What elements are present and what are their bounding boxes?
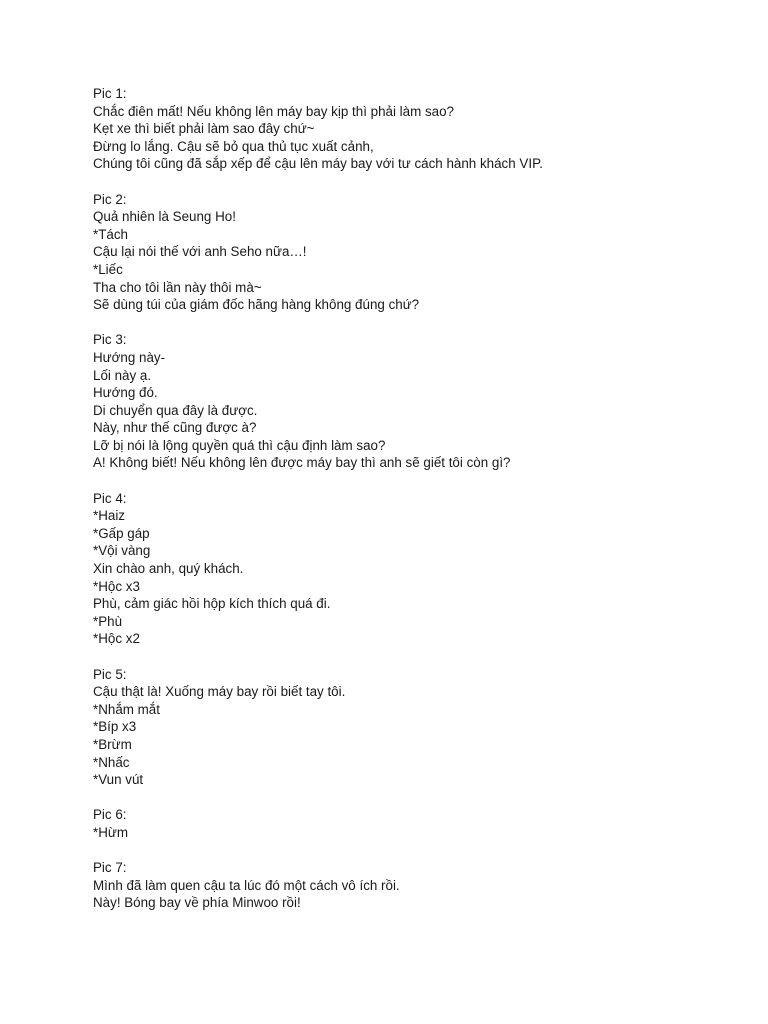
section-pic-5 <box>93 666 733 789</box>
text-line: Mình đã làm quen cậu ta lúc đó một cách vô ích rồi. <box>93 877 400 893</box>
text-line: *Brừm <box>93 736 132 752</box>
section-heading: Pic 4: <box>93 490 127 506</box>
text-line: Chúng tôi cũng đã sắp xếp để cậu lên máy bay với tư cách hành khách VIP. <box>93 156 543 172</box>
text-line: Lỡ bị nói là lộng quyền quá thì cậu định làm sao? <box>93 437 386 453</box>
text-line: *Gấp gáp <box>93 525 150 541</box>
section-pic-1 <box>93 85 733 173</box>
text-line: *Hộc x3 <box>93 578 140 594</box>
text-line: Xin chào anh, quý khách. <box>93 561 244 577</box>
text-line: Hướng này- <box>93 349 166 365</box>
text-line: *Vội vàng <box>93 543 151 559</box>
section-heading: Pic 3: <box>93 332 127 348</box>
text-line: Sẽ dùng túi của giám đốc hãng hàng không đúng chứ? <box>93 297 420 313</box>
text-line: *Phù <box>93 613 123 629</box>
text-line: Kẹt xe thì biết phải làm sao đây chứ~ <box>93 121 315 137</box>
section-pic-3 <box>93 331 733 472</box>
section-pic-6 <box>93 806 733 841</box>
text-line: Này, như thế cũng được à? <box>93 420 257 436</box>
text-line: Cậu thật là! Xuống máy bay rồi biết tay tôi. <box>93 684 346 700</box>
text-line: Di chuyển qua đây là được. <box>93 402 258 418</box>
section-pic-4 <box>93 490 733 648</box>
document-body <box>93 85 733 930</box>
section-heading: Pic 1: <box>93 86 127 101</box>
section-pic-7 <box>93 859 733 912</box>
section-pic-2 <box>93 191 733 314</box>
section-heading: Pic 6: <box>93 807 127 823</box>
section-heading: Pic 7: <box>93 860 127 876</box>
text-line: Quả nhiên là Seung Ho! <box>93 209 236 225</box>
text-line: Chắc điên mất! Nếu không lên máy bay kịp thì phải làm sao? <box>93 103 455 119</box>
text-line: *Nhấc <box>93 754 130 770</box>
section-heading: Pic 2: <box>93 191 127 207</box>
text-line: *Nhắm mắt <box>93 701 160 717</box>
text-line: Này! Bóng bay về phía Minwoo rồi! <box>93 895 301 911</box>
section-heading: Pic 5: <box>93 666 127 682</box>
text-line: *Haiz <box>93 508 125 524</box>
text-line: *Liếc <box>93 261 123 277</box>
text-line: *Tách <box>93 226 128 242</box>
text-line: Cậu lại nói thế với anh Seho nữa…! <box>93 244 307 260</box>
text-line: *Bíp x3 <box>93 719 137 735</box>
text-line: Phù, cảm giác hồi hộp kích thích quá đi. <box>93 596 331 612</box>
text-line: Hướng đó. <box>93 385 158 401</box>
text-line: Lối này ạ. <box>93 367 152 383</box>
text-line: Tha cho tôi lần này thôi mà~ <box>93 279 262 295</box>
text-line: A! Không biết! Nếu không lên được máy bay thì anh sẽ giết tôi còn gì? <box>93 455 511 471</box>
text-line: *Hộc x2 <box>93 631 140 647</box>
text-line: Đừng lo lắng. Cậu sẽ bỏ qua thủ tục xuất cảnh, <box>93 138 374 154</box>
text-line: *Hừm <box>93 824 129 840</box>
text-line: *Vun vút <box>93 772 144 788</box>
